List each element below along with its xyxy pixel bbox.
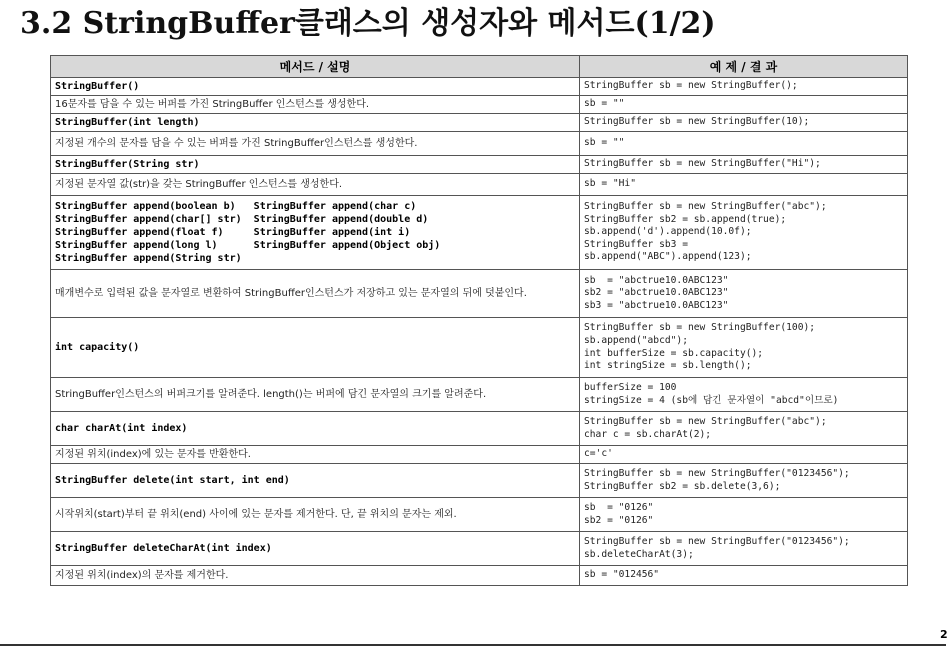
- method-description-cell: [51, 270, 580, 318]
- example-cell: [580, 378, 908, 412]
- cell-line: StringBuffer(): [55, 81, 140, 92]
- cell-line: sb = "0126": [584, 501, 654, 513]
- cell-line: StringBuffer sb = new StringBuffer("0123456");: [584, 467, 850, 479]
- table-body: [51, 78, 908, 586]
- method-signature-row: [51, 156, 908, 174]
- method-signature-row: [51, 412, 908, 446]
- example-cell: [580, 532, 908, 566]
- method-signature-cell: [51, 464, 580, 498]
- cell-line: 지정된 개수의 문자를 담을 수 있는 버퍼를 가진 StringBuffer인스턴스를 생성한다.: [55, 138, 418, 149]
- method-description-cell: [51, 96, 580, 114]
- cell-line: StringBuffer append(long l) StringBuffer append(Object obj): [55, 240, 441, 251]
- method-signature-row: [51, 318, 908, 378]
- method-signature-cell: [51, 196, 580, 270]
- cell-line: bufferSize = 100: [584, 381, 677, 393]
- method-signature-row: [51, 196, 908, 270]
- method-signature-cell: [51, 532, 580, 566]
- example-cell: [580, 78, 908, 96]
- method-description-row: [51, 378, 908, 412]
- method-signature-row: [51, 464, 908, 498]
- cell-line: int bufferSize = sb.capacity();: [584, 347, 764, 359]
- cell-line: StringBuffer sb2 = sb.delete(3,6);: [584, 480, 781, 492]
- method-description-cell: [51, 132, 580, 156]
- cell-line: StringBuffer deleteCharAt(int index): [55, 543, 272, 554]
- cell-line: 16문자를 담을 수 있는 버퍼를 가진 StringBuffer 인스턴스를 생성한다.: [55, 99, 370, 110]
- table-header-row: [51, 56, 908, 78]
- cell-line: c='c': [584, 448, 613, 460]
- cell-line: StringBuffer sb = new StringBuffer(100);: [584, 322, 816, 334]
- example-cell: [580, 412, 908, 446]
- method-signature-cell: [51, 412, 580, 446]
- cell-line: StringBuffer append(boolean b) StringBuffer append(char c): [55, 201, 417, 212]
- method-signature-cell: [51, 78, 580, 96]
- cell-line: StringBuffer sb = new StringBuffer("0123456");: [584, 535, 850, 547]
- cell-line: sb = "012456": [584, 569, 660, 581]
- example-cell: [580, 498, 908, 532]
- cell-line: 매개변수로 입력된 값을 문자열로 변환하여 StringBuffer인스턴스가 저장하고 있는 문자열의 뒤에 덧붙인다.: [55, 288, 527, 299]
- method-description-row: [51, 498, 908, 532]
- cell-line: StringBuffer sb = new StringBuffer(10);: [584, 116, 810, 128]
- method-signature-cell: [51, 318, 580, 378]
- cell-line: int capacity(): [55, 342, 140, 353]
- example-cell: [580, 446, 908, 464]
- cell-line: 지정된 위치(index)의 문자를 제거한다.: [55, 570, 229, 581]
- cell-line: StringBuffer append(char[] str) StringBuffer append(double d): [55, 214, 429, 225]
- cell-line: StringBuffer append(float f) StringBuffer append(int i): [55, 227, 411, 238]
- method-description-cell: [51, 378, 580, 412]
- cell-line: StringBuffer delete(int start, int end): [55, 475, 290, 486]
- cell-line: 시작위치(start)부터 끝 위치(end) 사이에 있는 문자를 제거한다. 단, 끝 위치의 문자는 제외.: [55, 509, 457, 520]
- cell-line: sb.append("abcd");: [584, 334, 688, 346]
- method-description-row: [51, 174, 908, 196]
- method-signature-row: [51, 114, 908, 132]
- cell-line: sb.deleteCharAt(3);: [584, 548, 694, 560]
- cell-line: StringBuffer(int length): [55, 117, 200, 128]
- method-signature-cell: [51, 156, 580, 174]
- cell-line: StringBuffer(String str): [55, 159, 200, 170]
- cell-line: sb = "Hi": [584, 178, 636, 190]
- cell-line: sb3 = "abctrue10.0ABC123": [584, 299, 729, 311]
- method-description-row: [51, 446, 908, 464]
- cell-line: sb = "": [584, 137, 625, 149]
- cell-line: StringBuffer sb = new StringBuffer("abc");: [584, 201, 827, 213]
- cell-line: sb.append('d').append(10.0f);: [584, 226, 752, 238]
- cell-line: sb2 = "abctrue10.0ABC123": [584, 287, 729, 299]
- cell-line: sb2 = "0126": [584, 514, 654, 526]
- cell-line: StringBuffer append(String str): [55, 253, 242, 264]
- method-signature-cell: [51, 114, 580, 132]
- cell-line: int stringSize = sb.length();: [584, 360, 752, 372]
- method-signature-row: [51, 78, 908, 96]
- cell-line: stringSize = 4 (sb에 담긴 문자열이 "abcd"이므로): [584, 394, 839, 406]
- page-number: 2: [940, 628, 948, 641]
- cell-line: char charAt(int index): [55, 423, 188, 434]
- example-cell: [580, 464, 908, 498]
- method-description-cell: [51, 174, 580, 196]
- method-description-cell: [51, 446, 580, 464]
- footer-rule: [0, 644, 946, 646]
- cell-line: sb.append("ABC").append(123);: [584, 251, 752, 263]
- cell-line: StringBuffer sb = new StringBuffer("abc");: [584, 415, 827, 427]
- method-signature-row: [51, 532, 908, 566]
- page-title: 3.2 StringBuffer클래스의 생성자와 메서드(1/2): [20, 6, 716, 41]
- method-description-row: [51, 566, 908, 586]
- example-cell: [580, 156, 908, 174]
- cell-line: char c = sb.charAt(2);: [584, 428, 712, 440]
- method-description-cell: [51, 566, 580, 586]
- cell-line: StringBuffer인스턴스의 버퍼크기를 알려준다. length()는 버퍼에 담긴 문자열의 크기를 알려준다.: [55, 389, 487, 400]
- cell-line: sb = "": [584, 98, 625, 110]
- header-method-description: 메서드 / 설명: [51, 56, 580, 78]
- cell-line: StringBuffer sb = new StringBuffer("Hi");: [584, 158, 821, 170]
- cell-line: sb = "abctrue10.0ABC123": [584, 274, 729, 286]
- method-description-row: [51, 96, 908, 114]
- method-description-cell: [51, 498, 580, 532]
- example-cell: [580, 96, 908, 114]
- cell-line: StringBuffer sb2 = sb.append(true);: [584, 213, 787, 225]
- example-cell: [580, 566, 908, 586]
- example-cell: [580, 196, 908, 270]
- method-description-row: [51, 270, 908, 318]
- method-table: [50, 55, 908, 586]
- example-cell: [580, 132, 908, 156]
- cell-line: StringBuffer sb3 =: [584, 238, 688, 250]
- header-example-result: 예 제 / 결 과: [580, 56, 908, 78]
- method-description-row: [51, 132, 908, 156]
- cell-line: StringBuffer sb = new StringBuffer();: [584, 80, 798, 92]
- cell-line: 지정된 위치(index)에 있는 문자를 반환한다.: [55, 449, 251, 460]
- cell-line: 지정된 문자열 값(str)을 갖는 StringBuffer 인스턴스를 생성한다.: [55, 179, 343, 190]
- example-cell: [580, 174, 908, 196]
- example-cell: [580, 270, 908, 318]
- example-cell: [580, 318, 908, 378]
- example-cell: [580, 114, 908, 132]
